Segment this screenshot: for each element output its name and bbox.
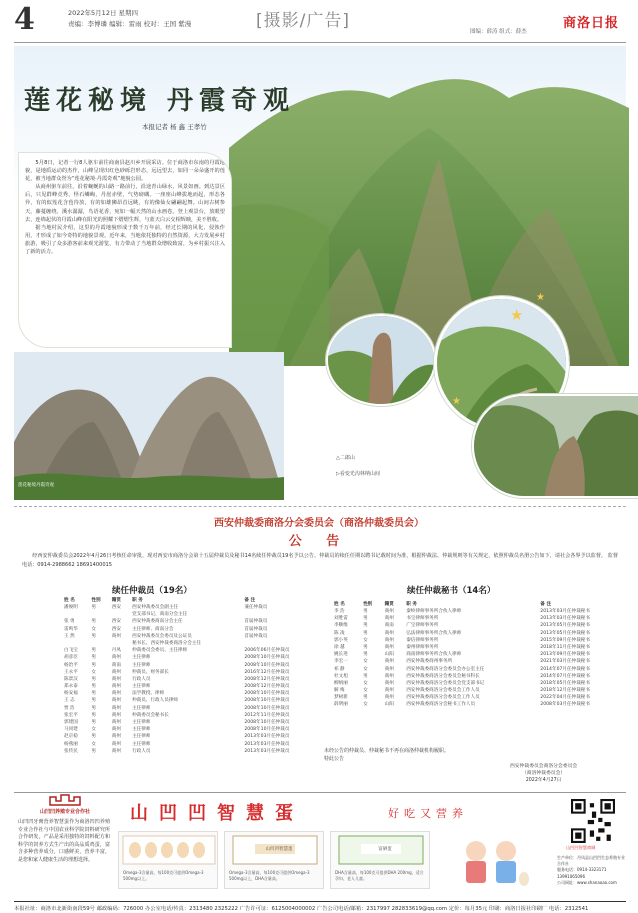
table-cell [89, 611, 109, 618]
qr-code-icon [571, 799, 615, 843]
table-cell: 秘书长、西安仲裁委商洛分会主任 [132, 640, 201, 646]
table-cell: 行政人员 [132, 676, 151, 682]
table-cell: 西安仲裁委商州事务所 [406, 659, 453, 665]
table-cell: 2013年03月任仲裁秘书 [540, 616, 590, 622]
table-cell: 郭建国 [64, 720, 78, 725]
twin-peaks-photo [14, 352, 284, 500]
product-desc: Omega-3含量高，每100克可提供Omega-3 500mg以上，DHA含量高。 [229, 870, 310, 881]
table-row [62, 669, 318, 676]
ad-brand-description: 山凹凹牙膏营养智慧蛋作为商洛凹凹养殖专业合作社与中国农业科学院饲料研究所合作研发，产品是采用独特的饲料配方和科学的饲养方式生产出的高品质鸡蛋，富含多种营养成分，口感鲜美，营养丰富，是您和家人健康生活的理想选择。 [18, 819, 110, 863]
table-cell: 2013年05月任仲裁秘书 [540, 630, 590, 636]
byline: 本报记者 杨 鑫 王孝竹 [142, 123, 207, 131]
cartoon-kids-icon [454, 833, 534, 889]
rock-pillar-image [328, 316, 436, 406]
table-cell: 商州 [384, 688, 394, 694]
table-cell: 男 [363, 644, 368, 650]
table-cell: 仲裁员、行政人员律师 [132, 698, 179, 704]
table-cell: 2013年03月任仲裁员 [244, 741, 290, 747]
col-dept: 籍贯 [111, 598, 121, 603]
table-cell: 王 然 [64, 633, 75, 639]
table-cell: 西安仲裁委商洛分会委员会工作人员 [406, 695, 480, 701]
table-cell: 解 梅 [334, 688, 345, 694]
announcement-title: 公 告 [288, 534, 350, 549]
product-desc: Omega-3含量高，每100克可提供Omega-3 500mg以上。 [123, 870, 204, 881]
announcement-signature [510, 763, 577, 784]
ad-headline: 山凹凹智慧蛋 [130, 803, 304, 824]
table-cell: 山阳 [384, 652, 394, 658]
ad-contact [557, 855, 627, 886]
table-row [62, 640, 318, 647]
col-duty: 职 务 [132, 598, 143, 603]
table-cell: 秦信律师事务所 [406, 637, 439, 643]
egg-tray-icon [119, 832, 219, 868]
table-cell: 2018年12月任仲裁秘书 [540, 688, 590, 694]
article-paragraph: 从商州驱车前往，沿着蜿蜒的山路一路前行，沿途青山绿水，风景如画。到达景区后，只见群峰竞秀，怪石嶙峋，丹崖赤壁，气势磅礴。一座座山峰拔地而起，形态各异，有的似莲花含苞待放，有的如雄狮昂首远眺，有的像仙女翩翩起舞。山间古树参天，藤蔓缠绕，溪水潺潺，鸟语花香，宛如一幅天然的山水画卷。登上观景台，放眼望去，连绵起伏的丹霞山峰在阳光的照耀下熠熠生辉，与蓝天白云交相辉映，美不胜收。 [25, 184, 225, 223]
table-cell: 广宝律师事务所 [406, 623, 439, 629]
table-cell: 男 [91, 619, 97, 625]
table-row [332, 687, 626, 694]
table-cell [242, 611, 318, 618]
star-icon: ★ [536, 292, 545, 303]
table-cell: 商州 [111, 633, 121, 639]
table-cell: 首届仲裁员 [244, 619, 268, 625]
table-cell: 男 [91, 662, 97, 668]
table-cell: 西安 [111, 626, 121, 632]
table-cell: 商州 [111, 669, 121, 675]
table-cell: 书宝律师事务所 [406, 616, 439, 622]
table-cell: 山阳 [384, 702, 394, 708]
table-cell: 郑永泰 [64, 684, 78, 690]
table-row [332, 651, 626, 658]
table-cell: 2008年10月任仲裁员 [244, 727, 290, 733]
table-row [62, 712, 318, 719]
table-cell: 主任律师 [132, 720, 151, 725]
notice-line: 特此公告 [324, 756, 345, 762]
col-name: 姓 名 [64, 598, 75, 603]
table-cell: 男 [363, 630, 368, 636]
table-cell: 女 [363, 680, 368, 686]
table-cell: 商州 [384, 659, 394, 665]
table-cell: 2008年10月任仲裁员 [244, 662, 290, 668]
table-cell: 商州 [384, 637, 394, 643]
table-cell: 商南 [111, 662, 121, 668]
egg-advertisement [14, 792, 626, 900]
table-row [62, 647, 318, 654]
table-cell: 商州 [111, 748, 121, 754]
table-header-row [62, 596, 318, 604]
designers-line: 图编：薛涛 组式：薛杰 [470, 29, 527, 35]
photo-feature [14, 46, 626, 500]
table-cell: 祁 静 [334, 666, 345, 672]
table-row [62, 626, 318, 633]
photo-credit: 莲花秘境丹霞奇观 [18, 483, 54, 488]
table-cell: 男 [91, 748, 97, 754]
table-cell: 杜文旭 [334, 673, 348, 679]
table-cell: 男 [91, 648, 97, 654]
page-number: 4 [14, 2, 35, 37]
newspaper-logo: 商洛日报 [563, 16, 620, 31]
secretaries-table [332, 600, 626, 709]
table-cell [110, 611, 130, 618]
section-title: [摄影/广告] [256, 11, 350, 31]
col-note: 备 注 [244, 598, 256, 603]
table-row [62, 654, 318, 661]
page-footer: 本报社址：商洛市北新街南段59号 邮政编码：726000 办公室电话/传真：2313480 2325222 广告许可证：6125004000002 广告公司电话/邮箱：2317997 282833619@qq.com 定价：每月35元 印刷：商洛日报社印刷厂 电话：2312541 [14, 901, 626, 912]
table-cell: 2013年09月任仲裁秘书 [540, 652, 590, 658]
table-cell: 男 [91, 720, 97, 725]
table-row [332, 644, 626, 651]
qr-caption: 山凹凹智慧商城 [566, 845, 596, 850]
table-cell: 商州 [384, 630, 394, 636]
table-cell: 赵京稳 [64, 734, 78, 740]
table-cell: 2014年07月任仲裁秘书 [540, 666, 590, 672]
table-cell: 2008年10月任仲裁员 [244, 720, 290, 725]
table-cell: 主任律师 [132, 662, 151, 668]
table-cell: 贾 浩 [64, 705, 75, 711]
table-cell: 兼任仲裁员 [244, 605, 268, 610]
table-cell: 2008年10月任仲裁员 [244, 655, 290, 661]
table-cell: 商州 [384, 666, 394, 672]
contact-line: 13991065096 [557, 873, 585, 879]
table-cell: 商南 [384, 623, 394, 629]
table-cell: 男 [91, 684, 97, 690]
table-cell: 首届仲裁员 [244, 633, 268, 639]
table-cell: 主任律师 [132, 655, 151, 661]
contact-line: 服务电话：0914-3323171 [557, 867, 607, 873]
table-row [332, 615, 626, 622]
table-cell: 男 [91, 698, 97, 704]
table-cell: 2008年10月任仲裁员 [244, 691, 290, 697]
table-row [332, 637, 626, 644]
table-row [62, 690, 318, 697]
table-cell [242, 640, 318, 647]
table-cell: 商南律师事务所合伙人律师 [406, 652, 462, 658]
table-cell: 2022年04月任仲裁秘书 [540, 695, 590, 701]
table-cell: 2013年03月任仲裁员 [244, 734, 290, 740]
table-cell: 西安仲裁委商洛分会秘书工作人员 [406, 702, 476, 708]
table-cell: 主任律师 [132, 734, 151, 740]
arbitrators-title: 续任仲裁员（19名） [112, 586, 192, 596]
table-cell: 西安仲裁委商洛分会委员会秘书科长 [406, 673, 480, 679]
table-cell: 商州 [384, 644, 394, 650]
article-paragraph: 据当地村民介绍，这里的丹霞地貌形成于数千万年前，经过长期的风化、侵蚀作用，才形成了如今奇特的地貌景观。近年来，当地依托独特的自然资源，大力发展乡村旅游，吸引了众多游客前来观光游览，有力带动了当地群众增收致富，为乡村振兴注入了新的活力。 [25, 224, 225, 256]
table-cell: 李 浩 [334, 609, 345, 614]
table-cell: 女 [91, 741, 97, 747]
table-cell: 男 [91, 712, 97, 718]
caption-erlang: △二郎山 [336, 455, 355, 461]
table-cell [62, 640, 89, 647]
rock-pillar-photo [326, 314, 436, 406]
col-gender: 性别 [363, 602, 373, 607]
table-cell: 西安 [111, 605, 121, 610]
table-cell: 李宏一 [334, 659, 348, 665]
table-cell: 男 [363, 623, 368, 629]
table-cell: 商州 [384, 680, 394, 686]
table-cell: 秦州律师事务所 [406, 644, 439, 650]
headline: 莲花秘境 丹霞奇观 [24, 86, 296, 116]
table-cell: 女 [91, 727, 97, 733]
table-row [62, 662, 318, 669]
table-cell: 女 [363, 702, 368, 708]
table-cell: 商州 [384, 673, 394, 679]
table-row [332, 673, 626, 680]
col-dept: 籍贯 [384, 602, 394, 607]
star-icon: ★ [452, 396, 461, 407]
table-cell: 马同建 [64, 727, 78, 733]
table-cell: 主任律师 [132, 684, 151, 690]
table-cell: 行政人员 [132, 748, 151, 754]
table-cell: 陈景汉 [64, 676, 78, 682]
table-cell: 党支部书记、商南分会主任 [132, 612, 188, 618]
table-cell: 主任律师 [132, 705, 151, 711]
table-cell: 商州 [111, 720, 121, 725]
table-cell: 秦岭律师事务所合伙人律师 [406, 609, 462, 614]
table-row [62, 719, 318, 726]
star-icon: ★ [510, 306, 524, 324]
table-cell: 商州 [384, 609, 394, 614]
table-row [62, 748, 318, 755]
product-label: 富硒蛋 [378, 847, 392, 852]
table-cell: 男 [91, 655, 97, 661]
table-cell: 西安仲裁委商洛分会委员会办公室主任 [406, 666, 485, 672]
canyon-photo [472, 394, 638, 498]
col-duty: 职 务 [406, 602, 417, 607]
table-cell: 2013年05月任仲裁秘书 [540, 623, 590, 629]
table-cell: 商州 [384, 695, 394, 701]
table-cell [110, 640, 130, 647]
issue-date: 2022年5月12日 星期四 [68, 9, 139, 17]
table-cell: 陈 凌 [334, 630, 345, 636]
table-row [62, 633, 318, 640]
table-cell: 男 [91, 605, 97, 610]
table-cell: 2008年10月任仲裁员 [244, 698, 290, 704]
table-row [332, 694, 626, 701]
col-gender: 性别 [91, 598, 101, 603]
table-cell: 主任律师 [132, 741, 151, 747]
contact-line: 公司网址：www.shanaoao.com [557, 879, 617, 885]
table-row [62, 726, 318, 733]
product-box-2 [224, 831, 324, 889]
arbitrators-table [62, 596, 318, 755]
brand-logo-icon [48, 793, 82, 807]
table-cell: 杨治平 [64, 662, 78, 668]
table-cell: 2018年05月任仲裁秘书 [540, 680, 590, 686]
table-cell: 男 [91, 633, 97, 639]
table-cell: 杨燕丽 [64, 741, 78, 747]
table-cell: 男 [363, 695, 368, 701]
table-cell: 商州 [111, 698, 121, 704]
table-cell: 杨安福 [64, 691, 78, 697]
table-cell: 白飞宝 [64, 648, 78, 654]
table-cell: 张传民 [64, 748, 78, 754]
table-cell: 商州 [111, 691, 121, 697]
article-body [18, 152, 232, 348]
table-cell: 2008年12月任仲裁员 [244, 684, 290, 690]
table-cell: 2014年07月任仲裁秘书 [540, 673, 590, 679]
table-cell: 商州 [111, 676, 121, 682]
table-cell: 张宏平 [64, 712, 78, 718]
table-cell: 王永平 [64, 669, 78, 675]
table-cell: 商州 [111, 741, 121, 747]
table-cell: 姚长进 [334, 652, 348, 658]
table-cell: 胡彦臣 [64, 655, 78, 661]
table-cell: 男 [91, 705, 97, 711]
table-cell: 商州 [384, 616, 394, 622]
table-row [62, 733, 318, 740]
table-cell: 仲裁委员会秘书长 [132, 712, 169, 718]
notice-line: 未经公告的仲裁员、仲裁秘书不再在商洛仲裁机构履职。 [324, 748, 450, 754]
table-cell: 女 [363, 666, 368, 672]
table-cell: 2008年03月任仲裁秘书 [540, 702, 590, 708]
table-row [332, 701, 626, 708]
table-row [332, 608, 626, 615]
table-cell: 商州 [111, 727, 121, 733]
table-cell: 男 [363, 673, 368, 679]
table-cell: 郭小英 [334, 637, 348, 643]
product-box-3 [330, 831, 430, 889]
table-cell: 女 [91, 669, 97, 675]
table-cell: 雷鸣华 [64, 626, 78, 632]
section-divider [14, 506, 626, 507]
table-row [62, 697, 318, 704]
table-row [332, 630, 626, 637]
table-cell: 王 志 [64, 698, 75, 704]
table-cell: 男 [91, 676, 97, 682]
table-cell: 2013年03月任仲裁员 [244, 748, 290, 754]
table-cell: 2008年12月任仲裁员 [244, 676, 290, 682]
table-cell: 男 [91, 734, 97, 740]
ad-brand-name: 山凹凹养殖专业合作社 [39, 809, 90, 815]
table-cell: 西安 [111, 619, 121, 625]
canyon-image [474, 396, 638, 498]
table-cell: 商州 [111, 705, 121, 711]
table-cell: 男 [363, 652, 368, 658]
table-cell: 丹凤 [111, 648, 121, 654]
table-cell: 2016年12月任仲裁员 [244, 669, 290, 675]
table-cell: 徐 越 [334, 644, 345, 650]
table-cell: 女 [363, 659, 368, 665]
table-cell: 2018年11月任仲裁秘书 [540, 644, 590, 650]
article-paragraph: 5月8日，记者一行8人驱车前往商南县赵川乡开展采访。位于商洛市东南的丹霞地貌，是地质运动的杰作，山峰呈现出红色砂砾岩形态，远远望去，如同一朵朵盛开的莲花，被当地群众誉为“莲花秘境·丹霞奇观”地貌公园。 [25, 160, 225, 183]
table-cell: 商州 [111, 734, 121, 740]
table-row [332, 622, 626, 629]
header-divider [14, 42, 626, 43]
table-row [62, 705, 318, 712]
table-cell: 2015年09月任仲裁秘书 [540, 637, 590, 643]
table-cell: 西安仲裁委商洛分会委员会工作人员 [406, 688, 480, 694]
table-row [62, 618, 318, 625]
signature-line: 西安仲裁委员会商洛分会委员会 [510, 764, 578, 769]
table-cell: 商州 [111, 655, 121, 661]
table-cell: 西安仲裁委商南分会主任 [132, 619, 183, 625]
table-cell: 柳炳丽 [334, 680, 348, 686]
table-cell: 法学教授、律师 [132, 691, 165, 697]
table-cell: 潘俊明 [64, 605, 78, 610]
col-note: 备 注 [540, 602, 552, 607]
table-cell: 仲裁员、财务部长 [132, 669, 169, 675]
table-row [332, 658, 626, 665]
table-cell: 刘胜雷 [334, 616, 348, 622]
table-cell: 男 [363, 609, 368, 614]
table-cell: 首届仲裁员 [244, 626, 268, 632]
table-row [62, 676, 318, 683]
table-cell: 薛明丽 [334, 702, 348, 708]
table-cell [89, 640, 109, 647]
table-cell: 2021年03月任仲裁秘书 [540, 659, 590, 665]
table-cell: 女 [91, 626, 97, 632]
announcement-notice [324, 747, 449, 763]
table-row [332, 666, 626, 673]
table-cell: 西安仲裁委员会副主任 [132, 605, 179, 610]
announcement-intro: 经西安仲裁委员会2022年4月26日考核任命审批，现对西安市商洛分会第十五届仲裁员及秘书14名续任仲裁员19名予以公告。仲裁员的续任任期以聘书记载时间为准，根据仲裁法、仲裁规则等有关规定，依照仲裁员名册公告如下，请社会各界予以监督。 监督电话：0914-2988662 18691400015 [22, 553, 618, 568]
table-cell: 西安仲裁委商洛分会委员会党支部书记 [406, 680, 485, 686]
ad-tagline: 好吃又营养 [388, 807, 468, 820]
signature-line: （商洛仲裁委员会） [521, 771, 566, 776]
table-row [62, 741, 318, 748]
product-label: 山凹凹智慧蛋 [265, 847, 293, 852]
table-cell: 2012年11月任仲裁员 [244, 712, 290, 718]
product-box-1 [118, 831, 218, 889]
table-cell: 李顺维 [334, 623, 348, 629]
secretaries-title: 续任仲裁秘书（14名） [407, 586, 496, 596]
table-cell: 男 [91, 691, 97, 697]
table-row [62, 604, 318, 611]
table-cell: 张 勇 [64, 619, 75, 625]
table-row [62, 683, 318, 690]
table-cell: 2006年06月任仲裁员 [244, 648, 290, 654]
col-name: 姓 名 [334, 602, 345, 607]
announcement-org: 西安仲裁委商洛分会委员会（商洛仲裁委员会） [214, 518, 424, 529]
table-cell: 商州 [111, 684, 121, 690]
signature-line: 2022年4月27日 [525, 778, 562, 783]
table-cell: 2013年03月任仲裁秘书 [540, 609, 590, 614]
table-cell: 2008年10月任仲裁员 [244, 705, 290, 711]
table-cell: 女 [363, 688, 368, 694]
table-header-row [332, 600, 626, 608]
table-cell [62, 611, 89, 618]
table-cell: 弘法律师事务所合伙人律师 [406, 630, 462, 636]
header-info [68, 8, 191, 30]
table-cell: 主任律师、商南分会 [132, 626, 174, 632]
table-cell: 商州 [111, 712, 121, 718]
table-cell: 女 [363, 637, 368, 643]
page-header [0, 0, 638, 44]
table-row [62, 611, 318, 618]
table-cell: 西安仲裁委员会委员及公证员 [132, 633, 192, 639]
table-cell: 男 [363, 616, 368, 622]
editors-line: 责编：李博璘 编辑：雷雨 校对：王国 紫漫 [68, 20, 192, 28]
table-row [332, 680, 626, 687]
table-cell: 梦树新 [334, 695, 348, 701]
table-cell: 主任律师 [132, 727, 151, 733]
product-desc: DHA含量高，每100克可提供DHA 200mg，适合孕妇、老人儿童。 [335, 870, 424, 881]
contact-line: 生产单位：丹凤县山凹凹生态养殖专业合作社 [557, 855, 625, 867]
table-cell: 仲裁委员会委员、主任律师 [132, 648, 188, 654]
caption-valley: ▷看变光沟林纳山间 [336, 471, 380, 477]
